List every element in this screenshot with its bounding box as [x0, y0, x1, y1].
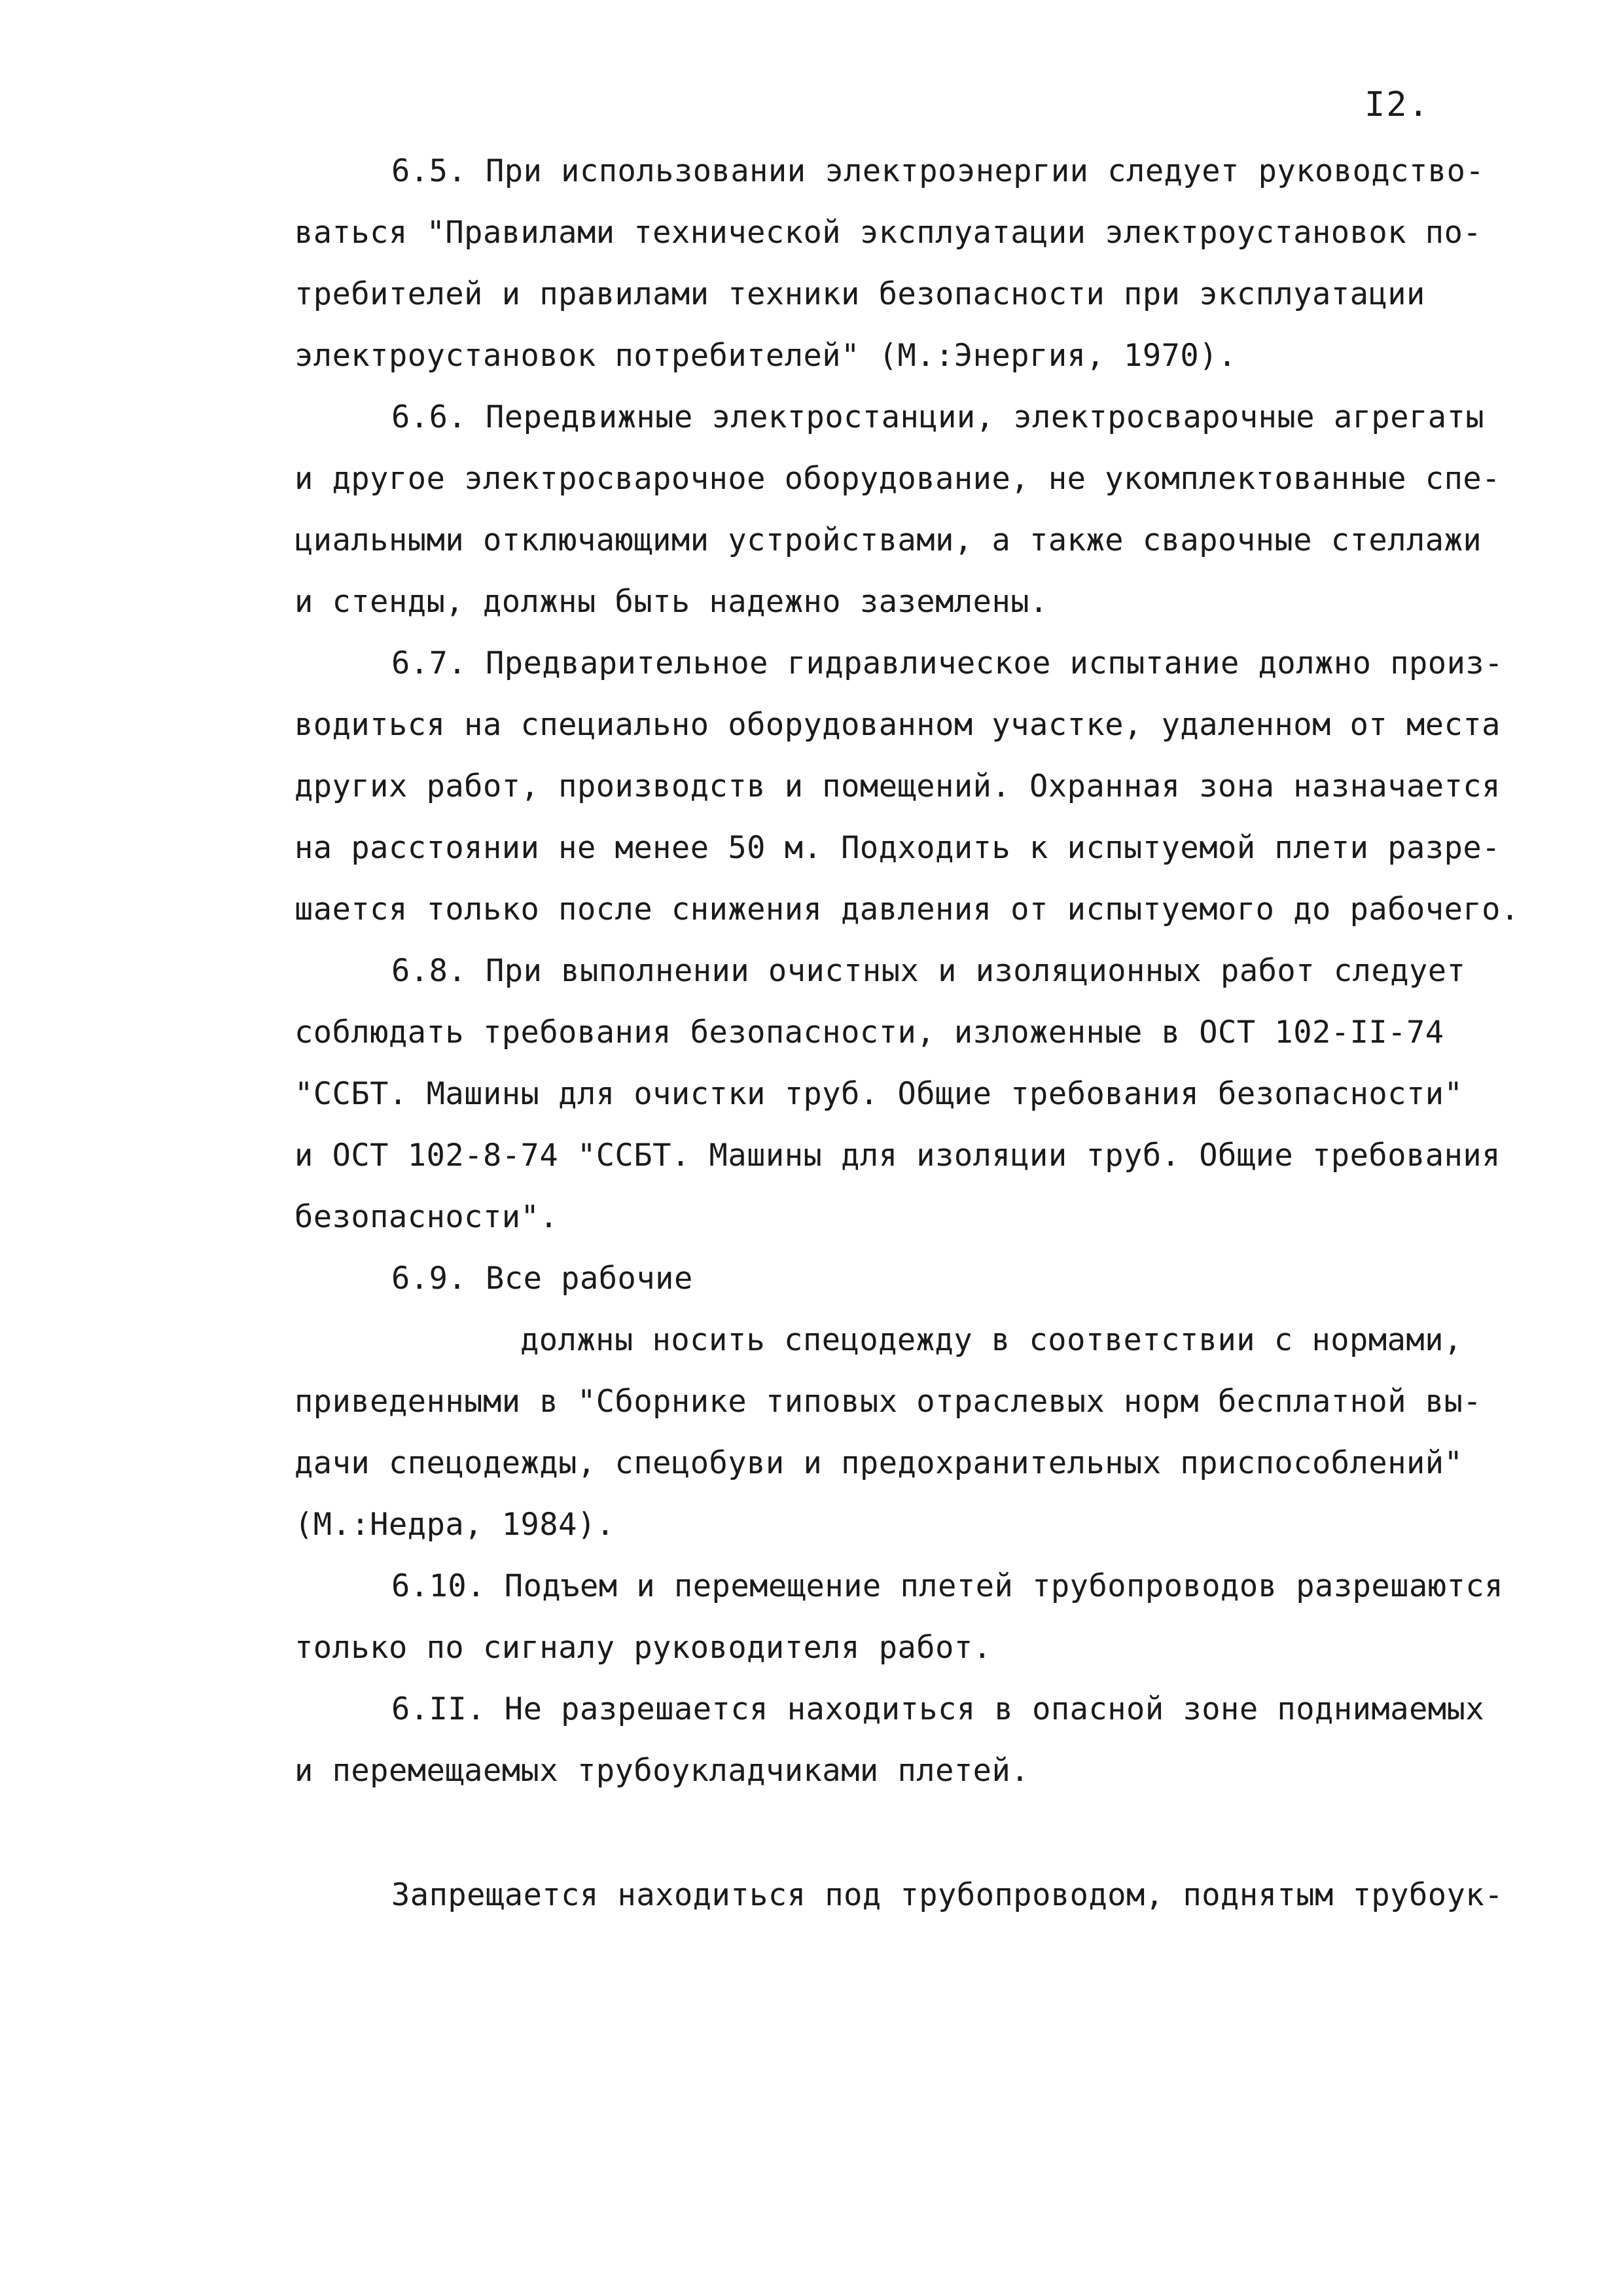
text-line: приведенными в "Сборнике типовых отраслевых норм бесплатной вы- — [294, 1384, 1482, 1420]
text-line: 6.10. Подъем и перемещение плетей трубопроводов разрешаются — [391, 1568, 1503, 1604]
text-line: ваться "Правилами технической эксплуатации электроустановок по- — [294, 215, 1482, 251]
text-line: соблюдать требования безопасности, изложенные в ОСТ 102-II-74 — [294, 1014, 1444, 1050]
page-number: I2. — [1364, 85, 1430, 124]
text-line: "ССБТ. Машины для очистки труб. Общие требования безопасности" — [294, 1076, 1463, 1112]
text-line: электроустановок потребителей" (М.:Энергия, 1970). — [294, 338, 1237, 374]
text-line: 6.8. При выполнении очистных и изоляционных работ следует — [391, 953, 1466, 989]
text-line: (М.:Недра, 1984). — [294, 1507, 615, 1543]
text-line: и ОСТ 102-8-74 "ССБТ. Машины для изоляции труб. Общие требования — [294, 1138, 1501, 1174]
text-line: требителей и правилами техники безопасности при эксплуатации — [294, 276, 1425, 312]
text-line: должны носить спецодежду в соответствии с нормами, — [520, 1322, 1463, 1358]
text-line: и другое электросварочное оборудование, не укомплектованные спе- — [294, 461, 1501, 497]
text-line: 6.7. Предварительное гидравлическое испытание должно произ- — [391, 645, 1503, 681]
text-line: только по сигналу руководителя работ. — [294, 1630, 992, 1666]
text-line: 6.6. Передвижные электростанции, электросварочные агрегаты — [391, 399, 1485, 435]
text-line: Запрещается находиться под трубопроводом, поднятым трубоук- — [391, 1877, 1503, 1913]
text-line: других работ, производств и помещений. Охранная зона назначается — [294, 768, 1501, 804]
text-line: циальными отключающими устройствами, а также сварочные стеллажи — [294, 522, 1482, 558]
text-line: 6.5. При использовании электроэнергии следует руководство- — [391, 153, 1485, 189]
text-line: шается только после снижения давления от испытуемого до рабочего. — [294, 891, 1520, 927]
text-line: безопасности". — [294, 1199, 559, 1235]
text-line: и стенды, должны быть надежно заземлены. — [294, 584, 1048, 620]
text-line: 6.9. Все рабочие — [391, 1261, 693, 1297]
text-line: водиться на специально оборудованном участке, удаленном от места — [294, 707, 1501, 743]
text-line: 6.II. Не разрешается находиться в опасной зоне поднимаемых — [391, 1691, 1485, 1727]
text-line: на расстоянии не менее 50 м. Подходить к испытуемой плети разре- — [294, 830, 1501, 866]
text-line: и перемещаемых трубоукладчиками плетей. — [294, 1753, 1030, 1789]
text-line: дачи спецодежды, спецобуви и предохранительных приспособлений" — [294, 1445, 1463, 1481]
